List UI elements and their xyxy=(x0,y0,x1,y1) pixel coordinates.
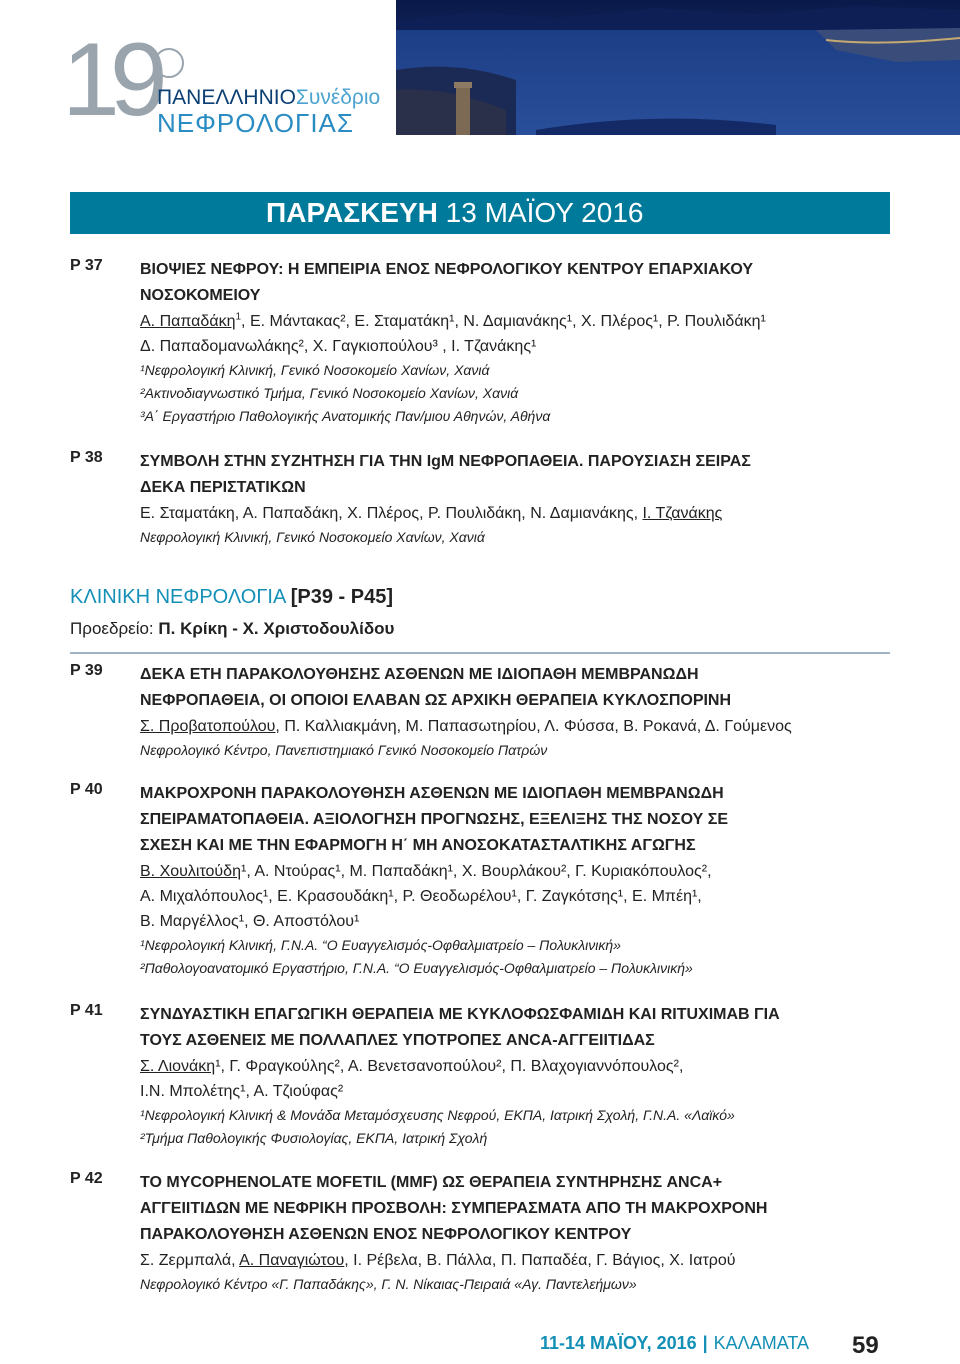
poster-content xyxy=(140,1002,900,1150)
poster-title-line: ΜΑΚΡΟΧΡΟΝΗ ΠΑΡΑΚΟΛΟΥΘΗΣΗ ΑΣΘΕΝΩΝ ΜΕ ΙΔΙΟΠΑΘΗ ΜΕΜΒΡΑΝΩΔΗ xyxy=(140,785,724,802)
logo-word1: ΠΑΝΕΛΛΗΝΙΟ xyxy=(157,86,296,109)
poster-title-line: ΣΥΝΔΥΑΣΤΙΚΗ ΕΠΑΓΩΓΙΚΗ ΘΕΡΑΠΕΙΑ ΜΕ ΚΥΚΛΟΦΩΣΦΑΜΙΔΗ ΚΑΙ RITUXIMAB ΓΙΑ xyxy=(140,1006,780,1023)
section-chairs xyxy=(70,619,394,639)
poster-affiliation: ²Παθολογοανατομικό Εργαστήριο, Γ.Ν.Α. “Ο Ευαγγελισμός-Οφθαλμιατρείο – Πολυκλινική» xyxy=(140,960,693,976)
poster-authors-line xyxy=(140,501,900,526)
presenting-author: Σ. Προβατοπούλου xyxy=(140,718,276,735)
poster-affiliation: Νεφρολογικό Κέντρο «Γ. Παπαδάκης», Γ. Ν. Νίκαιας-Πειραιά «Αγ. Παντελεήμων» xyxy=(140,1276,637,1292)
poster-authors-line xyxy=(140,1248,900,1273)
poster-title-line: ΝΕΦΡΟΠΑΘΕΙΑ, ΟΙ ΟΠΟΙΟΙ ΕΛΑΒΑΝ ΩΣ ΑΡΧΙΚΗ ΘΕΡΑΠΕΙΑ ΚΥΚΛΟΣΠΟΡΙΝΗ xyxy=(140,692,732,709)
poster-code: P 41 xyxy=(70,1002,103,1019)
poster-affiliation: Νεφρολογική Κλινική, Γενικό Νοσοκομείο Χανίων, Χανιά xyxy=(140,529,485,545)
poster-title-line: ΤΟΥΣ ΑΣΘΕΝΕΙΣ ΜΕ ΠΟΛΛΑΠΛΕΣ ΥΠΟΤΡΟΠΕΣ ANCA-ΑΓΓΕΙΙΤΙΔΑΣ xyxy=(140,1032,655,1049)
poster-affiliation: ²Τμήμα Παθολογικής Φυσιολογίας, ΕΚΠΑ, Ιατρική Σχολή xyxy=(140,1130,488,1146)
authors-text: Ε. Σταματάκη, Α. Παπαδάκη, Χ. Πλέρος, Ρ. Πουλιδάκη, Ν. Δαμιανάκης, xyxy=(140,505,643,522)
authors-text: , Π. Καλλιακμάνη, Μ. Παπασωτηρίου, Λ. Φύσσα, Β. Ροκανά, Δ. Γούμενος xyxy=(275,718,792,735)
poster-code: P 42 xyxy=(70,1170,103,1187)
poster-authors-line: Ι.Ν. Μπολέτης¹, Α. Τζιούφας² xyxy=(140,1083,344,1100)
poster-title-line: ΒΙΟΨΙΕΣ ΝΕΦΡΟΥ: Η ΕΜΠΕΙΡΙΑ ΕΝΟΣ ΝΕΦΡΟΛΟΓΙΚΟΥ ΚΕΝΤΡΟΥ ΕΠΑΡΧΙΑΚΟΥ xyxy=(140,261,754,278)
poster-content xyxy=(140,257,900,428)
poster-title-line: ΑΓΓΕΙΙΤΙΔΩΝ ΜΕ ΝΕΦΡΙΚΗ ΠΡΟΣΒΟΛΗ: ΣΥΜΠΕΡΑΣΜΑΤΑ ΑΠΟ ΤΗ ΜΑΚΡΟΧΡΟΝΗ xyxy=(140,1200,768,1217)
page-footer xyxy=(540,1333,809,1354)
poster-authors-line xyxy=(140,714,900,739)
poster-title-line: ΣΧΕΣΗ ΚΑΙ ΜΕ ΤΗΝ ΕΦΑΡΜΟΓΗ Η΄ ΜΗ ΑΝΟΣΟΚΑΤΑΣΤΑΛΤΙΚΗΣ ΑΓΩΓΗΣ xyxy=(140,837,696,854)
section-range: [P39 - P45] xyxy=(290,586,394,608)
poster-authors-line: Δ. Παπαδομανωλάκης², Χ. Γαγκιοπούλου³ , Ι. Τζανάκης¹ xyxy=(140,338,537,355)
poster-title-line: ΣΠΕΙΡΑΜΑΤΟΠΑΘΕΙΑ. ΑΞΙΟΛΟΓΗΣΗ ΠΡΟΓΝΩΣΗΣ, ΕΞΕΛΙΞΗΣ ΤΗΣ ΝΟΣΟΥ ΣΕ xyxy=(140,811,729,828)
poster-authors-line xyxy=(140,859,900,884)
poster-code: P 40 xyxy=(70,781,103,798)
poster-affiliation: ¹Νεφρολογική Κλινική, Γ.Ν.Α. “Ο Ευαγγελισμός-Οφθαλμιατρείο – Πολυκλινική» xyxy=(140,937,621,953)
congress-logo xyxy=(62,22,392,138)
footer-separator: | xyxy=(702,1333,708,1353)
presenting-author: Σ. Λιονάκη xyxy=(140,1058,216,1075)
poster-code: P 38 xyxy=(70,449,103,466)
chairs-label: Προεδρείο: xyxy=(70,619,159,638)
logo-line2: ΝΕΦΡΟΛΟΓΙΑΣ xyxy=(157,108,354,138)
footer-dates: 11-14 ΜΑΪΟΥ, 2016 xyxy=(540,1333,697,1353)
poster-content xyxy=(140,1170,900,1296)
poster-title-line: ΤΟ MYCOPHENOLATE MOFETIL (MMF) ΩΣ ΘΕΡΑΠΕΙΑ ΣΥΝΤΗΡΗΣΗΣ ANCA+ xyxy=(140,1174,723,1191)
poster-affiliation: ¹Νεφρολογική Κλινική & Μονάδα Μεταμόσχευσης Νεφρού, ΕΚΠΑ, Ιατρική Σχολή, Γ.Ν.Α. «Λαϊκό» xyxy=(140,1107,735,1123)
poster-title-line: ΣΥΜΒΟΛΗ ΣΤΗΝ ΣΥΖΗΤΗΣΗ ΓΙΑ ΤΗΝ IgM ΝΕΦΡΟΠΑΘΕΙΑ. ΠΑΡΟΥΣΙΑΣΗ ΣΕΙΡΑΣ xyxy=(140,453,751,470)
poster-title-line: ΠΑΡΑΚΟΛΟΥΘΗΣΗ ΑΣΘΕΝΩΝ ΕΝΟΣ ΝΕΦΡΟΛΟΓΙΚΟΥ ΚΕΝΤΡΟΥ xyxy=(140,1226,632,1243)
authors-text: Σ. Ζερμπαλά, xyxy=(140,1252,240,1269)
section-divider xyxy=(70,652,890,654)
poster-title-line: ΝΟΣΟΚΟΜΕΙΟΥ xyxy=(140,287,261,304)
poster-content xyxy=(140,781,900,980)
poster-affiliation: ¹Νεφρολογική Κλινική, Γενικό Νοσοκομείο Χανίων, Χανιά xyxy=(140,362,490,378)
poster-title-line: ΔΕΚΑ ΕΤΗ ΠΑΡΑΚΟΛΟΥΘΗΣΗΣ ΑΣΘΕΝΩΝ ΜΕ ΙΔΙΟΠΑΘΗ ΜΕΜΒΡΑΝΩΔΗ xyxy=(140,666,699,683)
poster-affiliation: Νεφρολογικό Κέντρο, Πανεπιστημιακό Γενικό Νοσοκομείο Πατρών xyxy=(140,742,548,758)
chairs-names: Π. Κρίκη - Χ. Χριστοδουλίδου xyxy=(158,619,395,638)
poster-authors-line: Β. Μαργέλλος¹, Θ. Αποστόλου¹ xyxy=(140,913,360,930)
header-photo xyxy=(396,0,960,135)
footer-city: ΚΑΛΑΜΑΤΑ xyxy=(713,1333,810,1353)
banner-date: 13 ΜΑΪΟΥ 2016 xyxy=(445,197,644,228)
presenting-author: Β. Χουλιτούδη xyxy=(140,863,241,880)
banner-day: ΠΑΡΑΣΚΕΥΗ xyxy=(266,197,438,228)
day-banner xyxy=(70,192,890,234)
poster-code: P 39 xyxy=(70,662,103,679)
authors-text: ¹, Α. Ντούρας¹, Μ. Παπαδάκη¹, Χ. Βουρλάκου², Γ. Κυριακόπουλος², xyxy=(240,863,712,880)
presenting-author: Ι. Τζανάκης xyxy=(642,505,723,522)
page-number: 59 xyxy=(852,1332,879,1359)
page-header xyxy=(0,0,960,138)
poster-content xyxy=(140,449,900,549)
poster-code: P 37 xyxy=(70,257,103,274)
presenting-author: Α. Παναγιώτου xyxy=(239,1252,345,1269)
banner-text xyxy=(266,197,643,229)
authors-text: , Ε. Μάντακας², Ε. Σταματάκη¹, Ν. Δαμιανάκης¹, Χ. Πλέρος¹, Ρ. Πουλιδάκη¹ xyxy=(241,313,766,330)
poster-affiliation: ³Α΄ Εργαστήριο Παθολογικής Ανατομικής Παν/μιου Αθηνών, Αθήνα xyxy=(140,408,551,424)
author-affil-sup: 1 xyxy=(235,311,242,323)
poster-authors-line xyxy=(140,309,900,334)
poster-authors-line: Α. Μιχαλόπουλος¹, Ε. Κρασουδάκη¹, Ρ. Θεοδωρέλου¹, Γ. Ζαγκότσης¹, Ε. Μπέη¹, xyxy=(140,888,702,905)
section-title xyxy=(70,586,393,609)
poster-affiliation: ²Ακτινοδιαγνωστικό Τμήμα, Γενικό Νοσοκομείο Χανίων, Χανιά xyxy=(140,385,519,401)
poster-content xyxy=(140,662,900,762)
poster-title-line: ΔΕΚΑ ΠΕΡΙΣΤΑΤΙΚΩΝ xyxy=(140,479,306,496)
authors-text: ¹, Γ. Φραγκούλης², Α. Βενετσανοπούλου², Π. Βλαχογιαννόπουλος², xyxy=(215,1058,684,1075)
section-name: ΚΛΙΝΙΚΗ ΝΕΦΡΟΛΟΓΙΑ xyxy=(70,586,286,608)
logo-number: 19 xyxy=(62,22,158,138)
logo-line1 xyxy=(157,86,380,110)
poster-authors-line xyxy=(140,1054,900,1079)
presenting-author: Α. Παπαδάκη xyxy=(140,313,236,330)
logo-ordinal-circle xyxy=(154,48,184,78)
logo-word2: Συνέδριο xyxy=(295,86,381,109)
authors-text: , Ι. Ρέβελα, Β. Πάλλα, Π. Παπαδέα, Γ. Βάγιος, Χ. Ιατρού xyxy=(344,1252,736,1269)
